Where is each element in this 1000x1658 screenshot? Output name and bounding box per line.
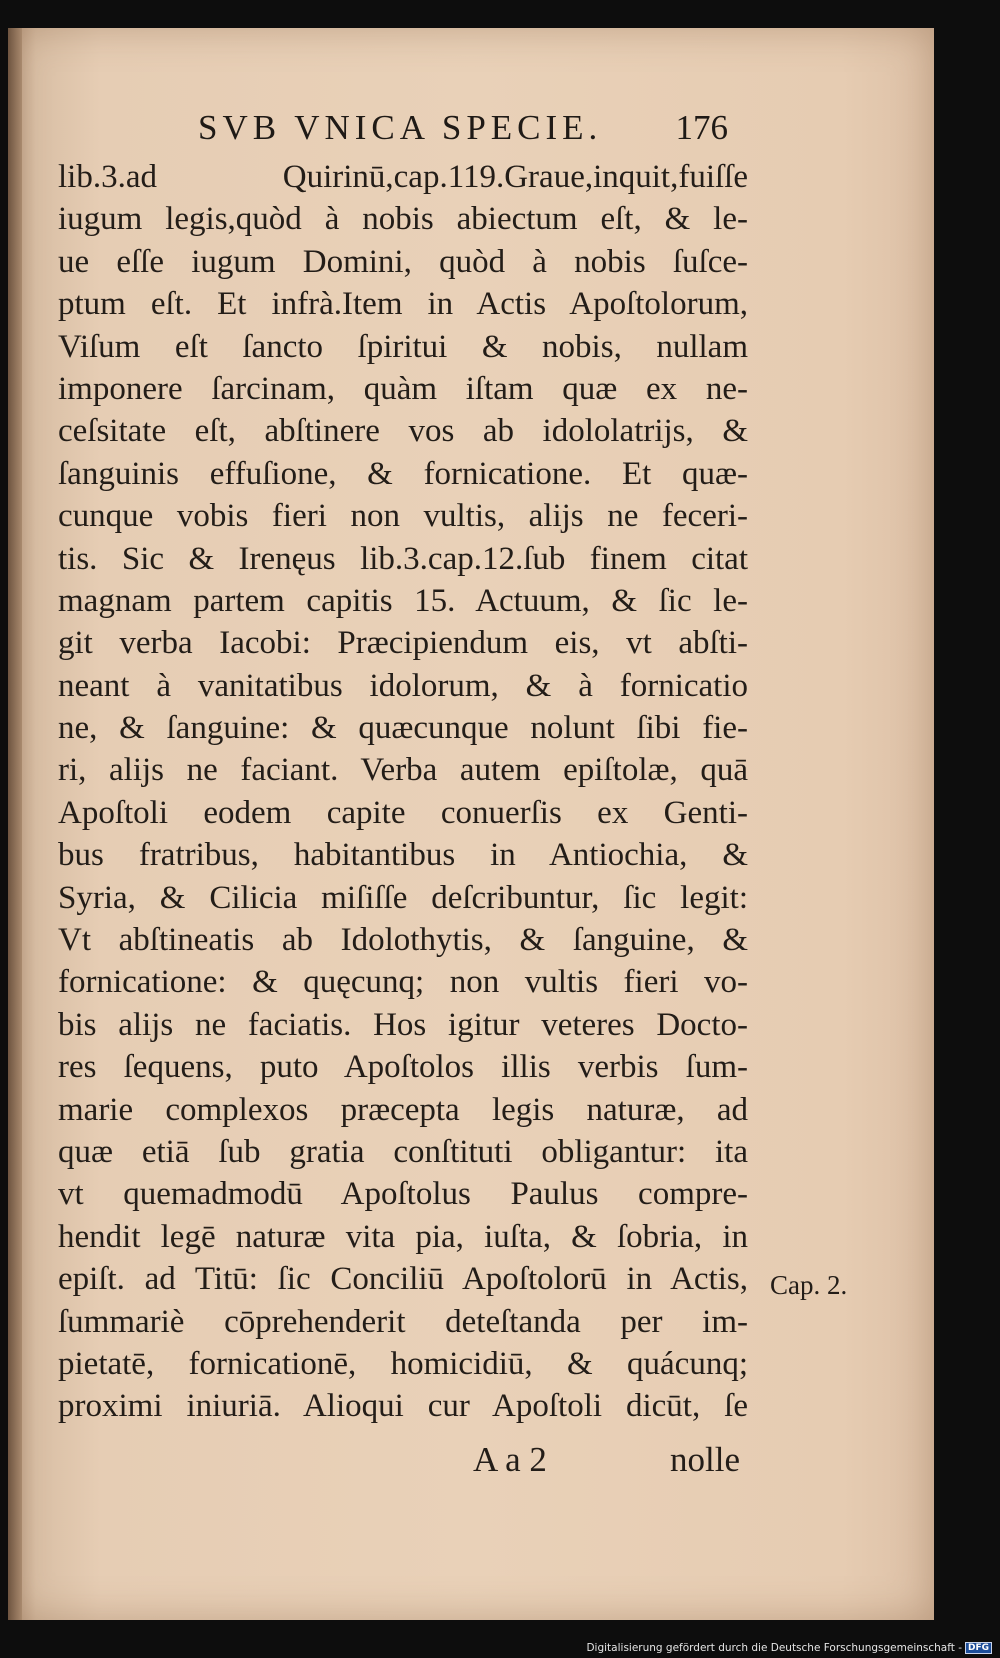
text-line: ſanguinis effuſione, & fornicatione. Et quæ- (58, 455, 748, 492)
page-number: 176 (675, 108, 728, 147)
margin-note: Cap. 2. (770, 1270, 848, 1300)
catchword: nolle (670, 1440, 740, 1479)
text-line: res ſequens, puto Apoſtolos illis verbis ſum- (58, 1049, 748, 1086)
text-line: ue eſſe iugum Domini, quòd à nobis ſuſce- (58, 243, 748, 280)
text-line: ri, alijs ne faciant. Verba autem epiſtolæ, quā (58, 752, 748, 789)
credit-text: Digitalisierung gefördert durch die Deutsche Forschungsgemeinschaft - (586, 1642, 962, 1654)
text-line: bus fratribus, habitantibus in Antiochia, & (58, 837, 748, 874)
text-line: Viſum eſt ſancto ſpiritui & nobis, nullam (58, 328, 748, 365)
text-line: ptum eſt. Et infrà.Item in Actis Apoſtolorum, (58, 286, 748, 323)
text-line: git verba Iacobi: Præcipiendum eis, vt abſti- (58, 625, 748, 662)
dfg-logo-icon: DFG (965, 1642, 992, 1654)
text-line: proximi iniuriā. Alioqui cur Apoſtoli dicūt, ſe (58, 1388, 748, 1425)
body-text (58, 156, 748, 1428)
text-line: cunque vobis fieri non vultis, alijs ne feceri- (58, 498, 748, 535)
text-line: hendit legē naturæ vita pia, iuſta, & ſobria, in (58, 1218, 748, 1255)
page-gutter-edge (8, 28, 22, 1620)
text-line: neant à vanitatibus idolorum, & à fornicatio (58, 667, 748, 704)
text-line: lib.3.ad Quirinū,cap.119.Graue,inquit,fuiſſe (58, 159, 748, 195)
text-line: ſummariè cōprehenderit deteſtanda per im- (58, 1303, 748, 1340)
text-line: tis. Sic & Irenęus lib.3.cap.12.ſub finem citat (58, 540, 748, 577)
running-head (188, 108, 728, 158)
text-line: Syria, & Cilicia miſiſſe deſcribuntur, ſic legit: (58, 879, 748, 916)
text-line: Apoſtoli eodem capite conuerſis ex Genti- (58, 794, 748, 831)
text-line: marie complexos præcepta legis naturæ, ad (58, 1091, 748, 1128)
text-line: Vt abſtineatis ab Idolothytis, & ſanguine, & (58, 922, 748, 959)
signature-mark: A a 2 (473, 1440, 547, 1479)
text-line: pietatē, fornicationē, homicidiū, & quácunq; (58, 1345, 748, 1382)
text-line: iugum legis,quòd à nobis abiectum eſt, & le- (58, 201, 748, 238)
running-head-title: SVB VNICA SPECIE. (198, 108, 603, 147)
text-line: ceſsitate eſt, abſtinere vos ab idololatrijs, & (58, 413, 748, 450)
text-line: fornicatione: & quęcunq; non vultis fieri vo- (58, 964, 748, 1001)
digitization-credit (586, 1642, 992, 1654)
text-line: vt quemadmodū Apoſtolus Paulus compre- (58, 1176, 748, 1213)
text-line: epiſt. ad Titū: ſic Conciliū Apoſtolorū in Actis, (58, 1261, 748, 1298)
text-line: quæ etiā ſub gratia conſtituti obligantur: ita (58, 1133, 748, 1170)
text-line: magnam partem capitis 15. Actuum, & ſic le- (58, 582, 748, 619)
text-line: ne, & ſanguine: & quæcunque nolunt ſibi fie- (58, 710, 748, 747)
text-line: imponere ſarcinam, quàm iſtam quæ ex ne- (58, 370, 748, 407)
book-page (8, 28, 934, 1620)
text-line: bis alijs ne faciatis. Hos igitur veteres Docto- (58, 1006, 748, 1043)
